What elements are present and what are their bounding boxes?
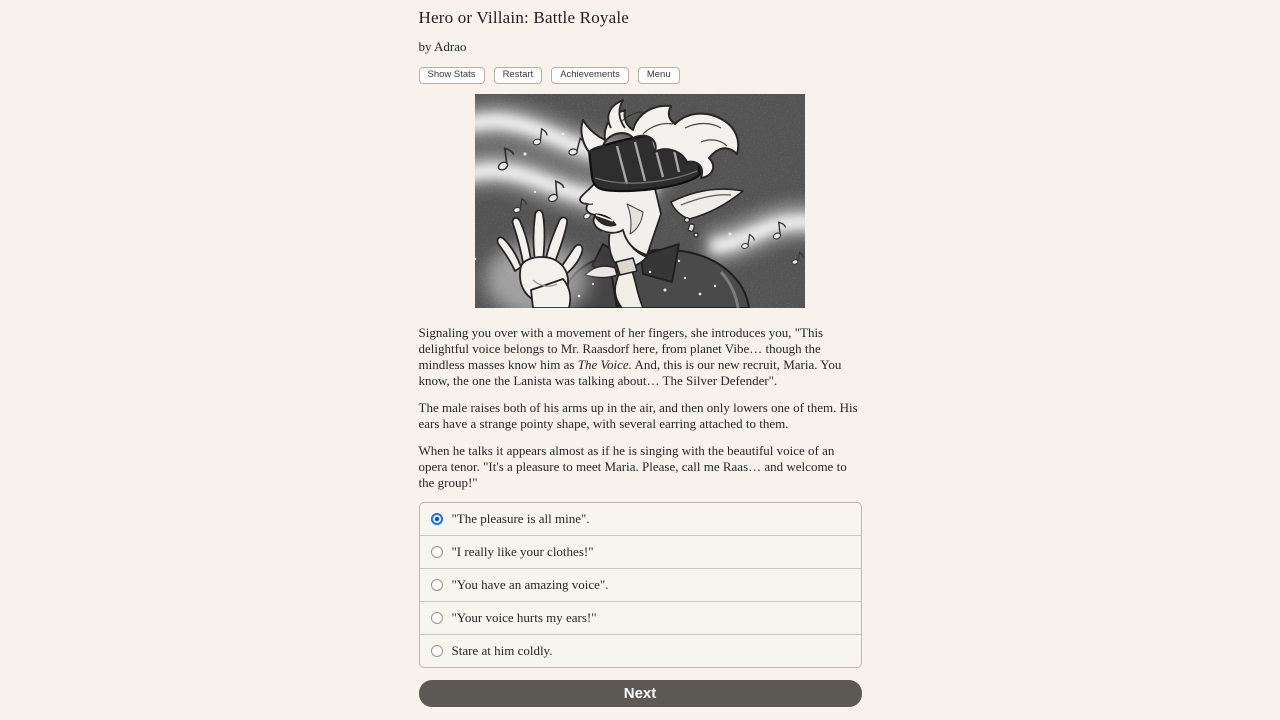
story-paragraph: When he talks it appears almost as if he is singing with the beautiful voice of an opera tenor. "It's a pleasure to meet Maria. Please, call me Raas… and welcome to the group!": [418, 443, 847, 491]
choice-label: Stare at him coldly.: [451, 643, 553, 659]
next-button[interactable]: Next: [419, 680, 862, 707]
choice-option-4[interactable]: [420, 602, 861, 635]
choice-label: "I really like your clothes!": [451, 544, 594, 560]
story-paragraph: The male raises both of his arms up in the air, and then only lowers one of them. His ears have a strange pointy shape, with several earring attached to them.: [418, 400, 858, 432]
radio-button[interactable]: [431, 645, 443, 657]
page-title: Hero or Villain: Battle Royale: [418, 8, 630, 27]
story-paragraph: Signaling you over with a movement of her fingers, she introduces you, "This delightful voice belongs to Mr. Raasdorf here, from planet Vibe… though the mindless masses know him as The Voice. And, this is our new recruit, Maria. You know, the one the Lanista was talking about… The Silver Defender".: [418, 325, 842, 389]
toolbar: [419, 67, 862, 84]
scene-illustration: [475, 94, 805, 308]
choice-option-1[interactable]: [420, 503, 861, 536]
story-text: [419, 325, 862, 491]
toolbar-button-achievements[interactable]: Achievements: [551, 67, 629, 84]
toolbar-button-menu[interactable]: Menu: [638, 67, 680, 84]
choice-option-3[interactable]: [420, 569, 861, 602]
story-column: [419, 0, 862, 720]
toolbar-button-show-stats[interactable]: Show Stats: [419, 67, 485, 84]
choice-option-5[interactable]: [420, 635, 861, 667]
choice-label: "The pleasure is all mine".: [451, 511, 590, 527]
choice-option-2[interactable]: [420, 536, 861, 569]
radio-button-selected[interactable]: [431, 513, 443, 525]
choice-label: "You have an amazing voice".: [451, 577, 609, 593]
choice-list: [419, 502, 862, 668]
toolbar-button-restart[interactable]: Restart: [494, 67, 543, 84]
choice-label: "Your voice hurts my ears!": [451, 610, 597, 626]
radio-button[interactable]: [431, 612, 443, 624]
author-byline: by Adrao: [418, 39, 467, 54]
radio-button[interactable]: [431, 579, 443, 591]
radio-button[interactable]: [431, 546, 443, 558]
singing-character-drawing: [475, 94, 805, 308]
